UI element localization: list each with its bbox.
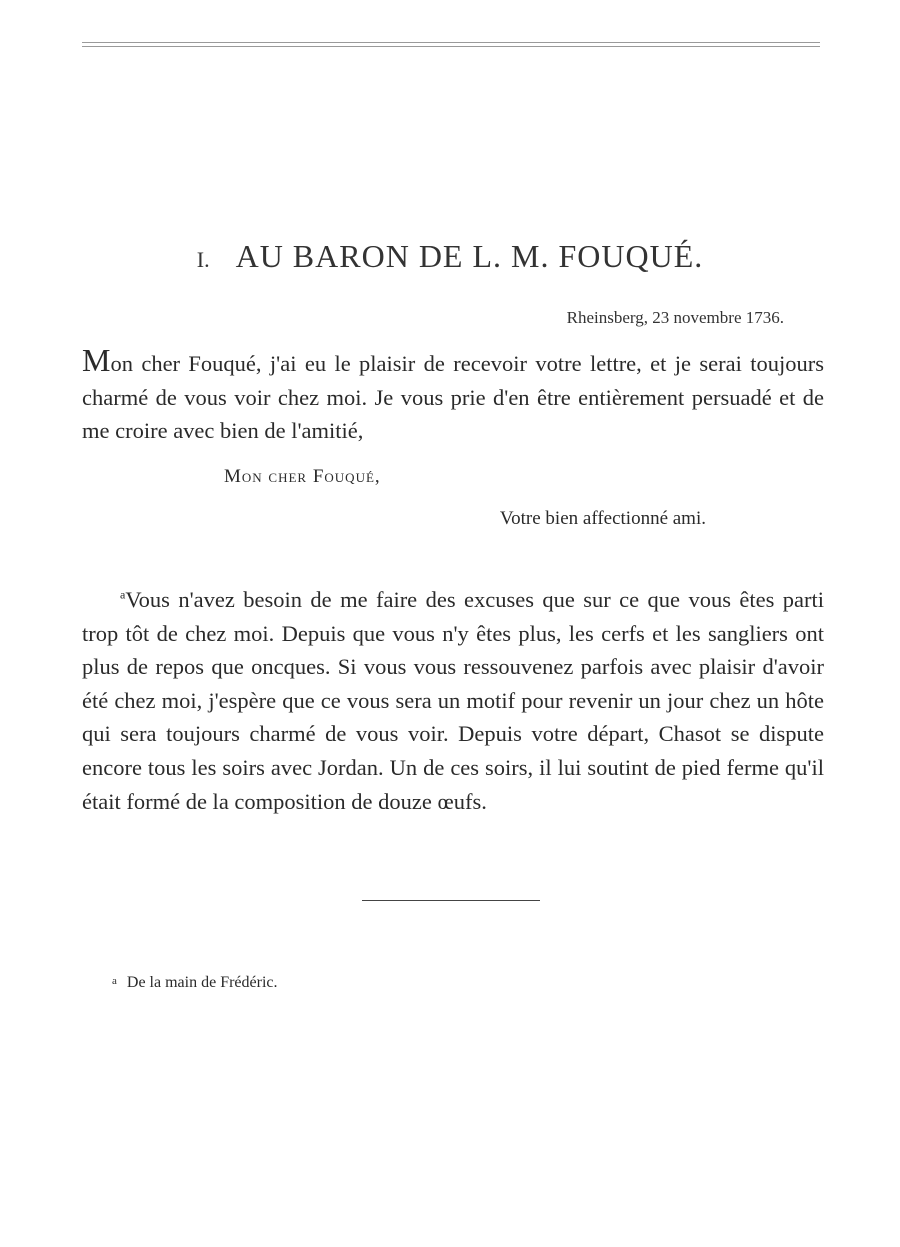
footnote-marker: a <box>112 975 117 987</box>
section-divider <box>362 900 540 901</box>
letter-body <box>82 344 824 448</box>
letter-title <box>0 238 900 275</box>
letter-number: I. <box>196 247 210 272</box>
top-double-rule <box>82 42 820 47</box>
letter-body-text: on cher Fouqué, j'ai eu le plaisir de recevoir votre lettre, et je serai toujours charmé de vous voir chez moi. Je vous prie d'en être entièrement persuadé et de me croire avec bien de l'amitié, <box>82 351 824 444</box>
dateline: Rheinsberg, 23 novembre 1736. <box>566 308 784 327</box>
footnote <box>112 974 278 992</box>
drop-cap: M <box>82 342 111 378</box>
footnote-text: De la main de Frédéric. <box>126 974 278 991</box>
closing-salutation: Mon cher Fouqué, <box>224 466 381 487</box>
signoff: Votre bien affectionné ami. <box>499 508 706 529</box>
footnote-reference-marker: a <box>120 587 126 602</box>
postscript-text: Vous n'avez besoin de me faire des excuses que sur ce que vous êtes parti trop tôt de chez moi. Depuis que vous n'y êtes plus, les cerfs et les sangliers ont plus de repos que oncques. Si vous vous ressouvenez parfois avec plaisir d'avoir été chez moi, j'espère que ce vous sera un motif pour revenir un jour chez un hôte qui sera toujours charmé de vous voir. Depuis votre départ, Chasot se dispute encore tous les soirs avec Jordan. Un de ces soirs, il lui soutint de pied ferme qu'il était formé de la composition de douze œufs. <box>82 587 824 814</box>
postscript <box>82 583 824 818</box>
letter-heading: AU BARON DE L. M. FOUQUÉ. <box>235 238 704 274</box>
